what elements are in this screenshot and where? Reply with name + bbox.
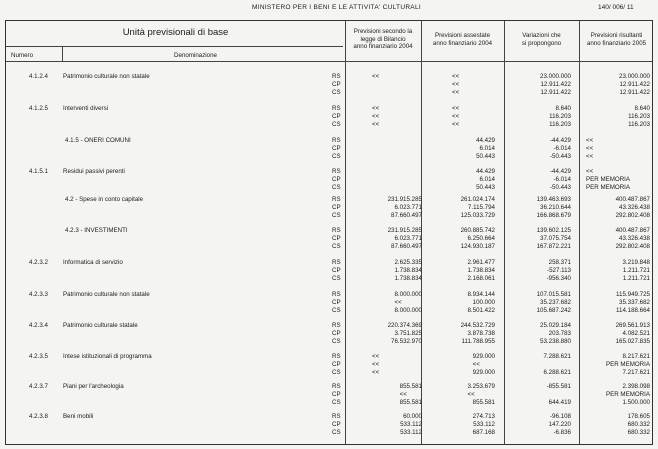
- budget-code: RS: [332, 105, 341, 112]
- value-c2: 8.501.422: [467, 307, 495, 314]
- value-c4: 116.203: [628, 113, 650, 120]
- value-column: [547, 259, 571, 283]
- table-row: [6, 322, 654, 346]
- budget-code: CP: [332, 204, 341, 211]
- table-row: [6, 73, 654, 97]
- value-column: [586, 168, 630, 192]
- budget-code: CS: [332, 243, 341, 250]
- header-text: si propongono: [521, 39, 562, 47]
- value-c4: PER MEMORIA: [586, 176, 631, 183]
- value-c3: 139.602.125: [536, 227, 571, 234]
- value-c1: 76.532.970: [391, 338, 422, 345]
- code-column: [332, 259, 341, 283]
- header-main: Unità previsionali di base: [122, 27, 229, 38]
- row-number: 4.2.3.8: [29, 413, 48, 420]
- value-c1: 3.751.825: [394, 330, 422, 337]
- value-column: [388, 196, 422, 220]
- value-c4: 4.082.521: [622, 330, 650, 337]
- value-c2: <<: [472, 361, 480, 368]
- header-col2: [421, 32, 504, 47]
- row-denomination: Piani per l'archeologia: [63, 383, 124, 390]
- value-c2: 3.878.738: [467, 330, 495, 337]
- value-c1: 2.625.335: [394, 259, 422, 266]
- value-c1: <<: [399, 391, 407, 398]
- budget-code: RS: [332, 168, 341, 175]
- budget-code: CS: [332, 184, 341, 191]
- value-column: [619, 73, 650, 97]
- value-c2: 261.024.174: [460, 196, 495, 203]
- page-reference: 140/ 006/ 11: [598, 4, 634, 11]
- code-column: [332, 353, 341, 377]
- value-column: [394, 291, 422, 315]
- value-c3: 12.911.422: [540, 81, 571, 88]
- budget-code: CS: [332, 369, 341, 376]
- budget-code: CP: [332, 421, 341, 428]
- budget-code: CS: [332, 399, 341, 406]
- value-c1: 6.023.771: [394, 204, 422, 211]
- value-c1: 231.915.285: [387, 196, 422, 203]
- row-denomination: Patrimonio culturale non statale: [63, 291, 150, 298]
- row-number: 4.1.2.5: [29, 105, 48, 112]
- value-c3: 139.463.693: [536, 196, 571, 203]
- value-column: [616, 196, 650, 220]
- table-row: [6, 413, 654, 437]
- row-number: 4.2.3.4: [29, 322, 48, 329]
- row-number: 4.2.3.7: [29, 383, 48, 390]
- value-c1: <<: [372, 353, 380, 360]
- value-column: [616, 227, 650, 251]
- value-c2: 244.532.729: [460, 322, 495, 329]
- value-column: [606, 353, 650, 377]
- value-c2: <<: [452, 113, 460, 120]
- value-c3: 37.075.754: [540, 235, 571, 242]
- header-denominazione: Denominazione: [174, 52, 217, 59]
- value-c2: 3.253.679: [467, 383, 495, 390]
- value-c4: 269.561.913: [615, 322, 650, 329]
- row-number: 4.1.2.4: [29, 73, 48, 80]
- value-c2: 6.014: [479, 145, 495, 152]
- value-c4: <<: [586, 153, 594, 160]
- value-c3: -6.014: [553, 176, 571, 183]
- value-column: [616, 291, 650, 315]
- header-col1: [345, 28, 421, 51]
- value-c3: -44.429: [550, 168, 571, 175]
- header-text: Previsioni assestate: [434, 32, 491, 39]
- value-column: [473, 413, 495, 437]
- value-c2: <<: [452, 81, 460, 88]
- value-c3: -96.108: [550, 413, 571, 420]
- table-row: [6, 259, 654, 283]
- value-column: [628, 105, 650, 129]
- value-c4: 1.211.721: [622, 267, 650, 274]
- value-column: [452, 105, 459, 129]
- value-c2: 44.429: [476, 168, 495, 175]
- value-column: [628, 413, 650, 437]
- code-column: [332, 168, 341, 192]
- budget-code: RS: [332, 383, 341, 390]
- value-column: [388, 227, 422, 251]
- value-c2: 100.000: [472, 299, 495, 306]
- value-c3: 258.371: [548, 259, 571, 266]
- value-c3: 12.911.422: [540, 89, 571, 96]
- value-c2: 533.112: [473, 421, 495, 428]
- row-denomination: Interventi diversi: [63, 105, 109, 112]
- code-column: [332, 322, 341, 346]
- value-c4: 680.332: [627, 429, 650, 436]
- value-c4: 1.500.000: [622, 399, 650, 406]
- value-c2: 111.788.955: [461, 338, 495, 345]
- value-c4: 400.487.867: [615, 196, 650, 203]
- value-c2: 687.168: [472, 429, 495, 436]
- value-column: [467, 383, 495, 407]
- value-c3: [547, 391, 571, 399]
- value-c3: 105.687.242: [536, 307, 571, 314]
- value-c3: -956.340: [546, 275, 571, 282]
- value-c1: <<: [394, 299, 402, 306]
- value-c1: 220.374.369: [387, 322, 422, 329]
- budget-code: CP: [332, 330, 341, 337]
- value-c1: <<: [372, 73, 380, 80]
- value-c4: <<: [586, 137, 594, 144]
- code-column: [332, 413, 341, 437]
- value-c1: <<: [372, 121, 380, 128]
- value-column: [452, 73, 459, 97]
- budget-code: CP: [332, 299, 341, 306]
- value-c2: 50.443: [476, 184, 495, 191]
- value-column: [537, 227, 571, 251]
- value-c3: 23.000.000: [540, 73, 571, 80]
- value-column: [537, 291, 571, 315]
- budget-code: CS: [332, 121, 341, 128]
- value-column: [540, 322, 571, 346]
- value-c3: -6.836: [553, 429, 571, 436]
- value-c3: 25.029.184: [540, 322, 571, 329]
- value-column: [550, 137, 571, 161]
- value-column: [473, 353, 495, 377]
- header-text: anno finanziario 2004: [353, 43, 413, 51]
- code-column: [332, 73, 341, 97]
- value-c4: 680.332: [627, 421, 650, 428]
- value-c4: 43.326.438: [619, 204, 650, 211]
- header-numero: Numero: [11, 52, 34, 59]
- value-c4: 12.911.422: [619, 89, 650, 96]
- budget-code: RS: [332, 322, 341, 329]
- value-c2: 260.885.742: [460, 227, 495, 234]
- header-col4: [579, 32, 654, 47]
- value-c4: 8.640: [634, 105, 650, 112]
- value-column: [467, 259, 495, 283]
- header-text: Previsioni secondo la: [353, 28, 413, 35]
- value-c2: 2.168.061: [467, 275, 495, 282]
- value-c2: 44.429: [476, 137, 495, 144]
- value-c2: 6.250.664: [467, 235, 495, 242]
- header-col3: [504, 32, 579, 47]
- value-c1: 1.738.834: [394, 275, 422, 282]
- value-c1: 87.660.497: [391, 212, 422, 219]
- code-column: [332, 196, 341, 220]
- row-number: 4.1.5.1: [29, 168, 48, 175]
- value-c1: 87.660.497: [391, 243, 422, 250]
- value-c4: <<: [586, 145, 594, 152]
- value-c3: -527.113: [547, 267, 571, 274]
- budget-code: CP: [332, 391, 341, 398]
- value-c4: 23.000.000: [619, 73, 650, 80]
- value-column: [372, 105, 379, 129]
- value-c2: <<: [452, 121, 460, 128]
- row-number: [29, 196, 31, 203]
- value-c1: 6.023.771: [394, 235, 422, 242]
- value-c3: 7.288.621: [543, 353, 571, 360]
- header-divider: [62, 46, 63, 61]
- value-c3: 147.220: [548, 421, 571, 428]
- value-c4: 7.217.621: [622, 369, 650, 376]
- value-column: [476, 137, 495, 161]
- value-c4: 116.203: [628, 121, 650, 128]
- row-denomination: 4.2.3 - INVESTIMENTI: [65, 227, 128, 234]
- value-c1: 231.915.285: [387, 227, 422, 234]
- table-row: [6, 291, 654, 315]
- row-number: [29, 137, 31, 144]
- code-column: [332, 227, 341, 251]
- value-column: [476, 168, 495, 192]
- value-c3: 36.210.644: [540, 204, 571, 211]
- value-c1: 60.000: [403, 413, 422, 420]
- value-c2: 8.934.144: [467, 291, 495, 298]
- value-c1: 855.581: [399, 399, 422, 406]
- value-column: [549, 105, 571, 129]
- budget-code: RS: [332, 413, 341, 420]
- value-c3: 203.783: [548, 330, 571, 337]
- table-row: [6, 353, 654, 377]
- value-c3: 6.288.621: [543, 369, 571, 376]
- code-column: [332, 383, 341, 407]
- value-c4: 43.326.438: [619, 235, 650, 242]
- value-column: [461, 322, 495, 346]
- value-c4: PER MEMORIA: [605, 361, 650, 368]
- value-c4: 165.027.835: [615, 338, 650, 345]
- row-number: 4.2.3.2: [29, 259, 48, 266]
- budget-code: RS: [332, 196, 341, 203]
- value-c1: 8.000.000: [394, 307, 422, 314]
- code-column: [332, 291, 341, 315]
- value-c2: <<: [467, 391, 475, 398]
- value-column: [388, 322, 422, 346]
- row-denomination: Intese istituzionali di programma: [63, 353, 152, 360]
- row-denomination: Residui passivi perenti: [63, 168, 125, 175]
- header-text: anno finanziario 2004: [432, 39, 493, 47]
- value-column: [622, 259, 650, 283]
- header-bottom-line: [6, 61, 652, 62]
- value-c2: 6.014: [479, 176, 495, 183]
- value-c4: 1.211.721: [622, 275, 650, 282]
- budget-code: RS: [332, 137, 341, 144]
- table-row: [6, 196, 654, 220]
- value-column: [461, 227, 495, 251]
- table-row: [6, 105, 654, 129]
- code-column: [332, 105, 341, 129]
- value-column: [372, 73, 379, 97]
- header-text: legge di Bilancio: [360, 35, 406, 43]
- table-row: [6, 137, 654, 161]
- value-column: [586, 137, 593, 161]
- value-c2: 124.930.187: [460, 243, 495, 250]
- row-number: [29, 227, 31, 234]
- budget-code: CS: [332, 307, 341, 314]
- value-c2: 7.115.794: [467, 204, 495, 211]
- value-c4: PER MEMORIA: [605, 391, 650, 398]
- value-c3: 53.238.880: [540, 338, 571, 345]
- value-c3: 116.203: [549, 121, 571, 128]
- value-column: [549, 413, 571, 437]
- budget-code: CP: [332, 176, 341, 183]
- header-text: Previsioni risultanti: [590, 32, 643, 39]
- budget-code: CP: [332, 361, 341, 368]
- budget-code: CS: [332, 89, 341, 96]
- value-c2: 929.000: [472, 369, 495, 376]
- value-c1: 533.112: [400, 421, 422, 428]
- value-c4: 114.188.664: [616, 307, 650, 314]
- value-c4: 292.802.408: [615, 243, 650, 250]
- budget-code: CS: [332, 429, 341, 436]
- value-column: [616, 322, 650, 346]
- row-denomination: Beni mobili: [63, 413, 94, 420]
- value-c2: 929.000: [472, 353, 495, 360]
- value-c4: 178.605: [627, 413, 650, 420]
- value-c2: 274.713: [472, 413, 495, 420]
- budget-code: RS: [332, 291, 341, 298]
- value-c3: 167.872.221: [536, 243, 571, 250]
- value-c1: <<: [372, 105, 380, 112]
- budget-code: RS: [332, 353, 341, 360]
- value-c4: <<: [586, 168, 594, 175]
- budget-code: CS: [332, 275, 341, 282]
- row-denomination: Patrimonio culturale statale: [63, 322, 138, 329]
- budget-code: CP: [332, 81, 341, 88]
- budget-code: CP: [332, 145, 341, 152]
- value-column: [461, 196, 495, 220]
- value-column: [543, 353, 571, 377]
- value-c4: PER MEMORIA: [586, 184, 631, 191]
- budget-code: RS: [332, 227, 341, 234]
- value-column: [547, 383, 571, 407]
- value-c1: 533.112: [400, 429, 422, 436]
- value-c4: 115.949.725: [616, 291, 650, 298]
- value-c3: 8.640: [555, 105, 571, 112]
- table-row: [6, 383, 654, 407]
- header-text: Variazioni che: [522, 32, 561, 39]
- value-c3: -44.429: [550, 137, 571, 144]
- row-denomination: Patrimonio culturale non statale: [63, 73, 150, 80]
- value-c3: [543, 361, 571, 369]
- value-column: [467, 291, 495, 315]
- value-c1: [372, 89, 379, 97]
- budget-code: CP: [332, 267, 341, 274]
- value-c4: 35.337.682: [619, 299, 650, 306]
- value-column: [400, 383, 422, 407]
- value-c3: -50.443: [550, 184, 571, 191]
- table-row: [6, 168, 654, 192]
- value-c3: -50.443: [550, 153, 571, 160]
- value-c4: 3.219.848: [622, 259, 650, 266]
- value-c4: 12.911.422: [619, 81, 650, 88]
- value-c4: 292.802.408: [615, 212, 650, 219]
- value-c4: 8.217.621: [622, 353, 650, 360]
- value-c1: 855.581: [399, 383, 422, 390]
- value-column: [606, 383, 650, 407]
- header-line: [6, 46, 343, 47]
- code-column: [332, 137, 341, 161]
- value-c2: <<: [452, 73, 460, 80]
- row-denomination: Informatica di servizio: [63, 259, 123, 266]
- value-column: [550, 168, 571, 192]
- value-c3: 644.419: [548, 399, 571, 406]
- value-c2: 50.443: [476, 153, 495, 160]
- value-c3: 35.237.682: [540, 299, 571, 306]
- row-denomination: 4.1.5 - ONERI COMUNI: [65, 137, 131, 144]
- value-column: [400, 413, 422, 437]
- row-number: 4.2.3.5: [29, 353, 48, 360]
- value-c4: 2.398.098: [622, 383, 650, 390]
- value-column: [537, 196, 571, 220]
- value-c2: <<: [452, 89, 460, 96]
- value-c1: <<: [372, 113, 380, 120]
- value-c3: 166.868.679: [536, 212, 571, 219]
- value-column: [372, 353, 379, 377]
- value-column: [394, 259, 422, 283]
- row-denomination: 4.2 - Spese in conto capitale: [65, 196, 144, 203]
- value-c3: -6.014: [553, 145, 571, 152]
- page-title: MINISTERO PER I BENI E LE ATTIVITA' CULTURALI: [252, 4, 421, 11]
- value-c2: 1.738.834: [467, 267, 495, 274]
- value-c3: -855.581: [546, 383, 571, 390]
- budget-table: [5, 20, 653, 445]
- value-c2: <<: [452, 105, 460, 112]
- budget-code: CS: [332, 153, 341, 160]
- value-column: [540, 73, 571, 97]
- value-c3: 107.015.581: [536, 291, 571, 298]
- value-c4: 400.487.867: [615, 227, 650, 234]
- table-row: [6, 227, 654, 251]
- value-c1: [372, 81, 379, 89]
- budget-code: CP: [332, 235, 341, 242]
- budget-code: CP: [332, 113, 341, 120]
- value-c2: 2.961.477: [467, 259, 495, 266]
- value-c2: 125.033.729: [460, 212, 495, 219]
- value-c2: 855.581: [472, 399, 495, 406]
- budget-code: RS: [332, 73, 341, 80]
- value-c1: <<: [372, 369, 380, 376]
- header-text: anno finanziario 2005: [586, 39, 647, 47]
- budget-code: RS: [332, 259, 341, 266]
- value-c1: 8.000.000: [394, 291, 422, 298]
- row-number: 4.2.3.3: [29, 291, 48, 298]
- value-c1: 1.738.834: [394, 267, 422, 274]
- value-c1: <<: [372, 361, 380, 368]
- value-c3: 116.203: [549, 113, 571, 120]
- budget-code: CS: [332, 212, 341, 219]
- budget-code: CS: [332, 338, 341, 345]
